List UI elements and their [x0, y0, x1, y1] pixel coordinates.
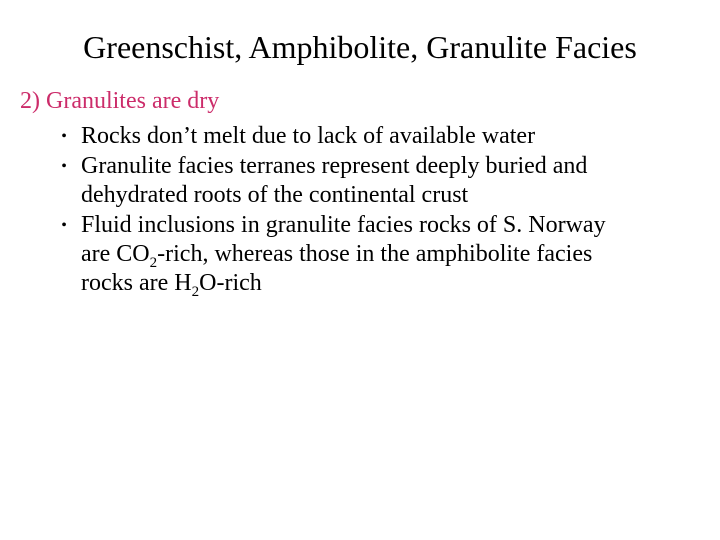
bullet-line — [81, 240, 717, 269]
text-segment: rocks are H — [81, 270, 192, 296]
bullet-dot-icon: • — [61, 128, 67, 145]
bullet-line: Rocks don’t melt due to lack of available water — [81, 123, 536, 149]
text-segment: -rich, whereas those in the amphibolite facies — [157, 241, 593, 267]
bullet-dot-icon: • — [61, 158, 67, 175]
bullet-line: dehydrated roots of the continental crust — [81, 182, 469, 208]
subscript: 2 — [149, 255, 158, 271]
bullet-item-terranes — [57, 152, 717, 210]
slide-title: Greenschist, Amphibolite, Granulite Facies — [83, 29, 637, 65]
bullet-text — [81, 122, 717, 151]
point-label: 2) Granulites are dry — [20, 88, 220, 114]
bullet-line: Granulite facies terranes represent deeply buried and — [81, 153, 588, 179]
bullet-line: Fluid inclusions in granulite facies rocks of S. Norway — [81, 212, 606, 238]
subscript: 2 — [191, 284, 200, 300]
bullet-text — [81, 152, 717, 210]
bullet-dot-icon: • — [61, 217, 67, 234]
text-segment: O-rich — [199, 270, 262, 296]
bullet-text — [81, 211, 717, 298]
text-segment: are CO — [81, 241, 150, 267]
bullet-item-fluid-inclusions — [57, 211, 717, 298]
bullet-item-melt — [57, 122, 717, 151]
bullet-list — [57, 122, 717, 299]
bullet-line — [81, 269, 717, 298]
